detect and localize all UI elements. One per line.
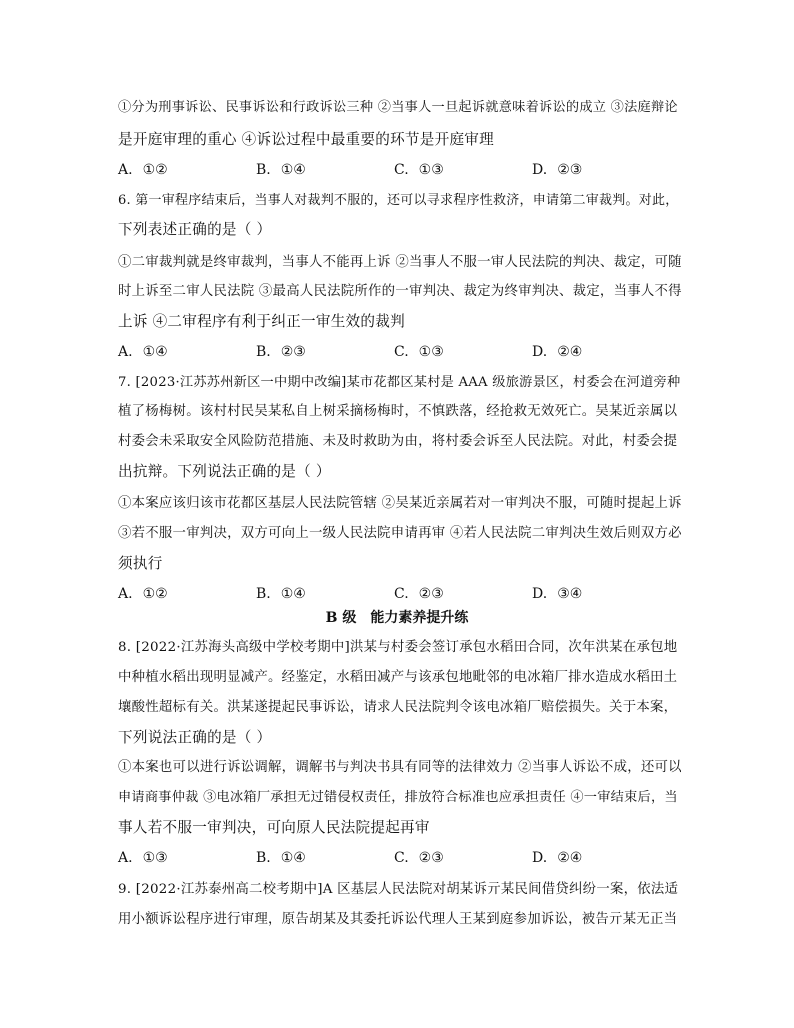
q7-line-5: ①本案应该归该市花都区基层人民法院管辖 ②吴某近亲属若对一审判决不服，可随时提起上诉 — [118, 496, 682, 511]
option-d: D. ③④ — [532, 586, 583, 602]
option-a: A. ①③ — [118, 850, 168, 866]
option-c: C. ②③ — [394, 850, 444, 866]
q7-line-2: 植了杨梅树。该村村民吴某私自上树采摘杨梅时，不慎跌落，经抢救无效死亡。吴某近亲属以 — [118, 404, 678, 419]
option-a: A. ①② — [118, 586, 168, 602]
section-heading: B 级 能力素养提升练 — [325, 610, 469, 626]
q8-line-7: 事人若不服一审判决，可向原人民法院提起再审 — [118, 819, 430, 836]
intro-options — [118, 160, 684, 180]
q8-line-5: ①本案也可以进行诉讼调解，调解书与判决书具有同等的法律效力 ②当事人诉讼不成，还可以 — [118, 760, 682, 775]
option-d: D. ②④ — [532, 850, 583, 866]
option-b: B. ②③ — [256, 344, 306, 360]
q8-line-2: 中种植水稻出现明显减产。经鉴定，水稻田减产与该承包地毗邻的电冰箱厂排水造成水稻田土 — [118, 670, 678, 685]
q8-line-1: 8. [2022·江苏海头高级中学校考期中]洪某与村委会签订承包水稻田合同，次年洪某在承包地 — [118, 640, 678, 655]
q7-line-1: 7. [2023·江苏苏州新区一中期中改编]某市花都区某村是 AAA 级旅游景区，村委会在河道旁种 — [118, 375, 681, 390]
q9-line-1: 9. [2022·江苏泰州高二校考期中]A 区基层人民法院对胡某诉亓某民间借贷纠纷一案，依法适 — [118, 882, 679, 897]
option-c: C. ②③ — [394, 586, 444, 602]
q6-line-5: 上诉 ④二审程序有利于纠正一审生效的裁判 — [118, 313, 405, 330]
q7-line-6: ③若不服一审判决，双方可向上一级人民法院申请再审 ④若人民法院二审判决生效后则双方必 — [118, 526, 682, 541]
q8-options — [118, 848, 684, 868]
q9-line-2: 用小额诉讼程序进行审理，原告胡某及其委托诉讼代理人王某到庭参加诉讼，被告亓某无正当 — [118, 912, 678, 927]
option-c: C. ①③ — [394, 162, 444, 178]
option-d: D. ②③ — [532, 162, 583, 178]
q7-line-3: 村委会未采取安全风险防范措施、未及时救助为由，将村委会诉至人民法院。对此，村委会提 — [118, 434, 678, 449]
q6-options — [118, 342, 684, 362]
q7-options — [118, 584, 684, 604]
q8-line-3: 壤酸性超标有关。洪某遂提起民事诉讼，请求人民法院判令该电冰箱厂赔偿损失。关于本案， — [118, 700, 678, 715]
q6-line-2: 下列表述正确的是（ ） — [118, 221, 272, 238]
intro-line-1: ①分为刑事诉讼、民事诉讼和行政诉讼三种 ②当事人一旦起诉就意味着诉讼的成立 ③法庭辩论 — [118, 100, 678, 115]
option-a: A. ①② — [118, 162, 168, 178]
q7-line-7: 须执行 — [118, 555, 163, 572]
q7-line-4: 出抗辩。下列说法正确的是（ ） — [118, 463, 331, 480]
q6-line-1: 6. 第一审程序结束后，当事人对裁判不服的，还可以寻求程序性救济，申请第二审裁判。对此， — [118, 193, 679, 208]
intro-line-2: 是开庭审理的重心 ④诉讼过程中最重要的环节是开庭审理 — [118, 131, 494, 148]
option-b: B. ①④ — [256, 586, 306, 602]
option-b: B. ①④ — [256, 162, 306, 178]
q8-line-4: 下列说法正确的是（ ） — [118, 729, 272, 746]
option-a: A. ①④ — [118, 344, 168, 360]
q8-line-6: 申请商事仲裁 ③电冰箱厂承担无过错侵权责任，排放符合标准也应承担责任 ④一审结束后，当 — [118, 790, 678, 805]
q6-line-3: ①二审裁判就是终审裁判，当事人不能再上诉 ②当事人不服一审人民法院的判决、裁定，可随 — [118, 255, 682, 270]
option-c: C. ①③ — [394, 344, 444, 360]
option-d: D. ②④ — [532, 344, 583, 360]
q6-line-4: 时上诉至二审人民法院 ③最高人民法院所作的一审判决、裁定为终审判决、裁定，当事人不得 — [118, 284, 682, 299]
option-b: B. ①④ — [256, 850, 306, 866]
